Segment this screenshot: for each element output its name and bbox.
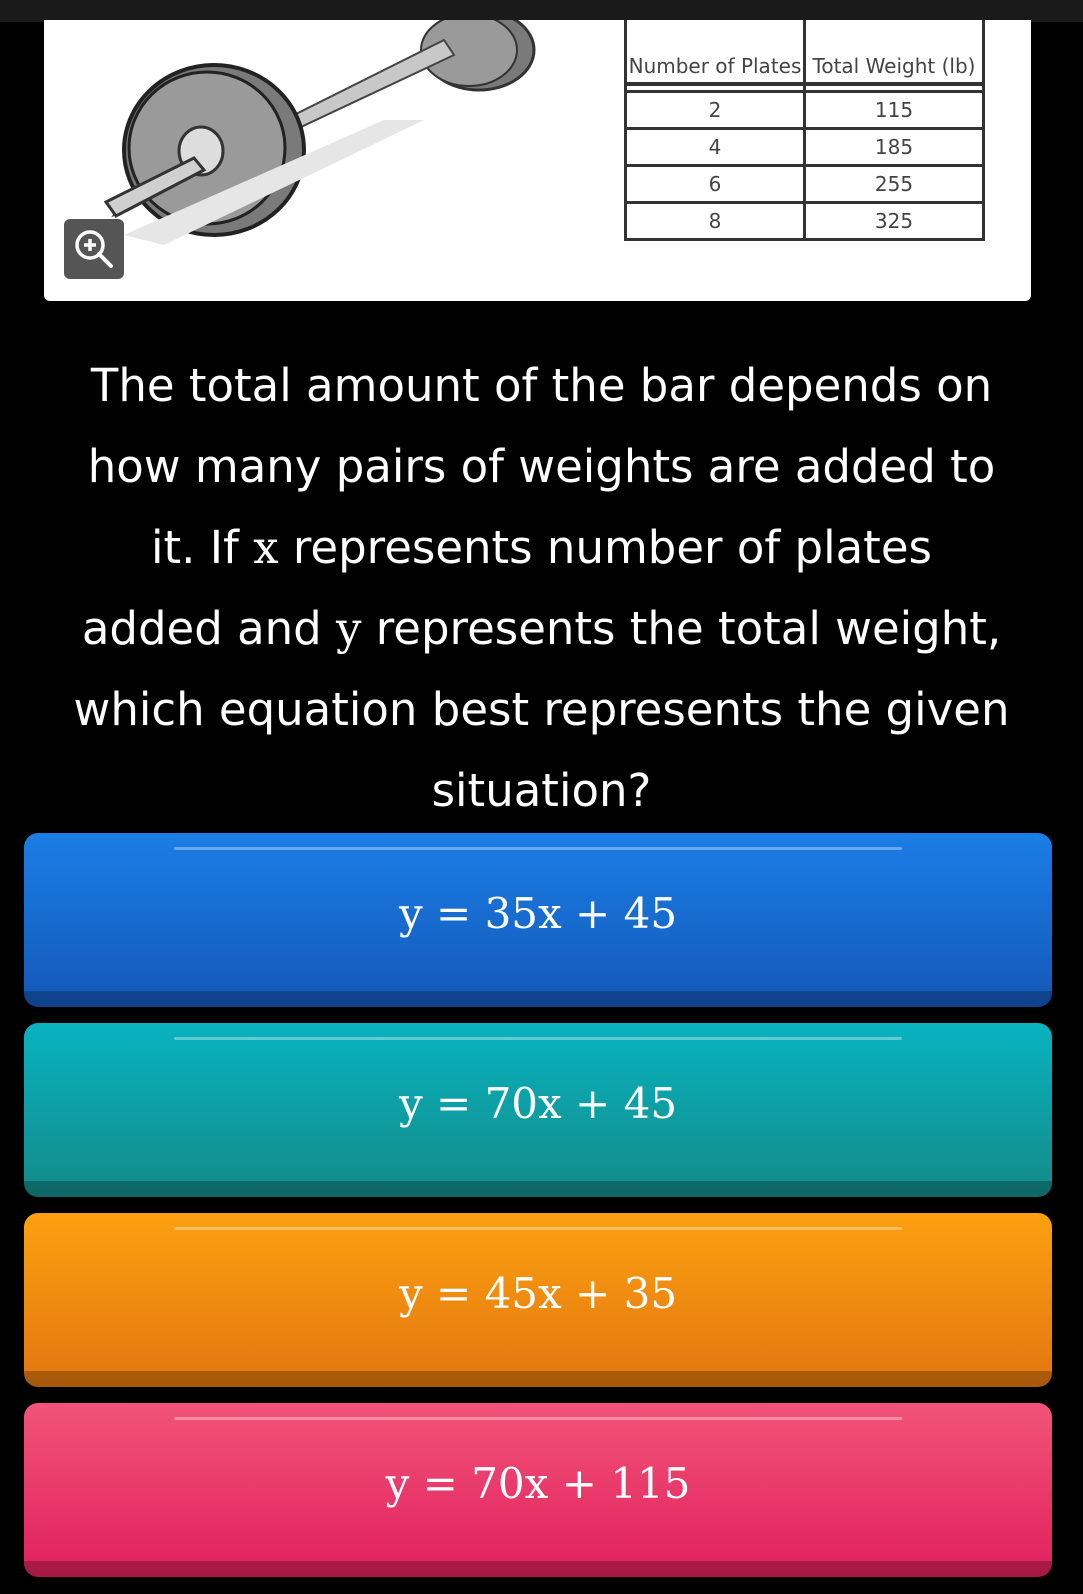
header-weight: Total Weight (lb) xyxy=(805,20,984,84)
answer-option-1[interactable] xyxy=(24,833,1052,1007)
table-cell: 8 xyxy=(626,203,805,240)
question-fragment: represents the total weight, xyxy=(361,602,1002,655)
table-cell: 325 xyxy=(805,203,984,240)
question-line: which equation best represents the given xyxy=(73,683,1010,736)
answer-label: y = 70x + 115 xyxy=(385,1458,691,1508)
answer-label: y = 70x + 45 xyxy=(398,1078,678,1128)
answer-label: y = 45x + 35 xyxy=(398,1268,678,1318)
zoom-button[interactable] xyxy=(64,219,124,279)
question-line: The total amount of the bar depends on xyxy=(90,359,993,412)
question-line xyxy=(40,588,1043,669)
plates-weight-table xyxy=(624,20,985,241)
table-row xyxy=(626,166,984,203)
zoom-in-icon xyxy=(73,228,115,270)
answer-option-2[interactable] xyxy=(24,1023,1052,1197)
question-line: how many pairs of weights are added to xyxy=(87,440,996,493)
table-header-row xyxy=(626,20,984,84)
table-cell: 4 xyxy=(626,129,805,166)
table-row xyxy=(626,203,984,240)
header-plates: Number of Plates xyxy=(626,20,805,84)
question-fragment: represents number of plates xyxy=(278,521,932,574)
table-row xyxy=(626,92,984,129)
table-spacer xyxy=(626,84,984,92)
table-row xyxy=(626,129,984,166)
top-frame xyxy=(0,0,1083,22)
question-fragment: it. If xyxy=(151,521,254,574)
answer-option-4[interactable] xyxy=(24,1403,1052,1577)
question-line xyxy=(40,507,1043,588)
answer-option-3[interactable] xyxy=(24,1213,1052,1387)
question-text xyxy=(40,345,1043,831)
variable-y: y xyxy=(336,602,362,655)
question-image xyxy=(44,20,1031,301)
variable-x: x xyxy=(253,521,279,574)
table-cell: 6 xyxy=(626,166,805,203)
barbell-illustration xyxy=(44,20,604,301)
question-line: situation? xyxy=(431,764,652,817)
table-cell: 115 xyxy=(805,92,984,129)
question-fragment: added and xyxy=(81,602,337,655)
table-cell: 185 xyxy=(805,129,984,166)
table-cell: 2 xyxy=(626,92,805,129)
table-cell: 255 xyxy=(805,166,984,203)
answer-label: y = 35x + 45 xyxy=(398,888,678,938)
